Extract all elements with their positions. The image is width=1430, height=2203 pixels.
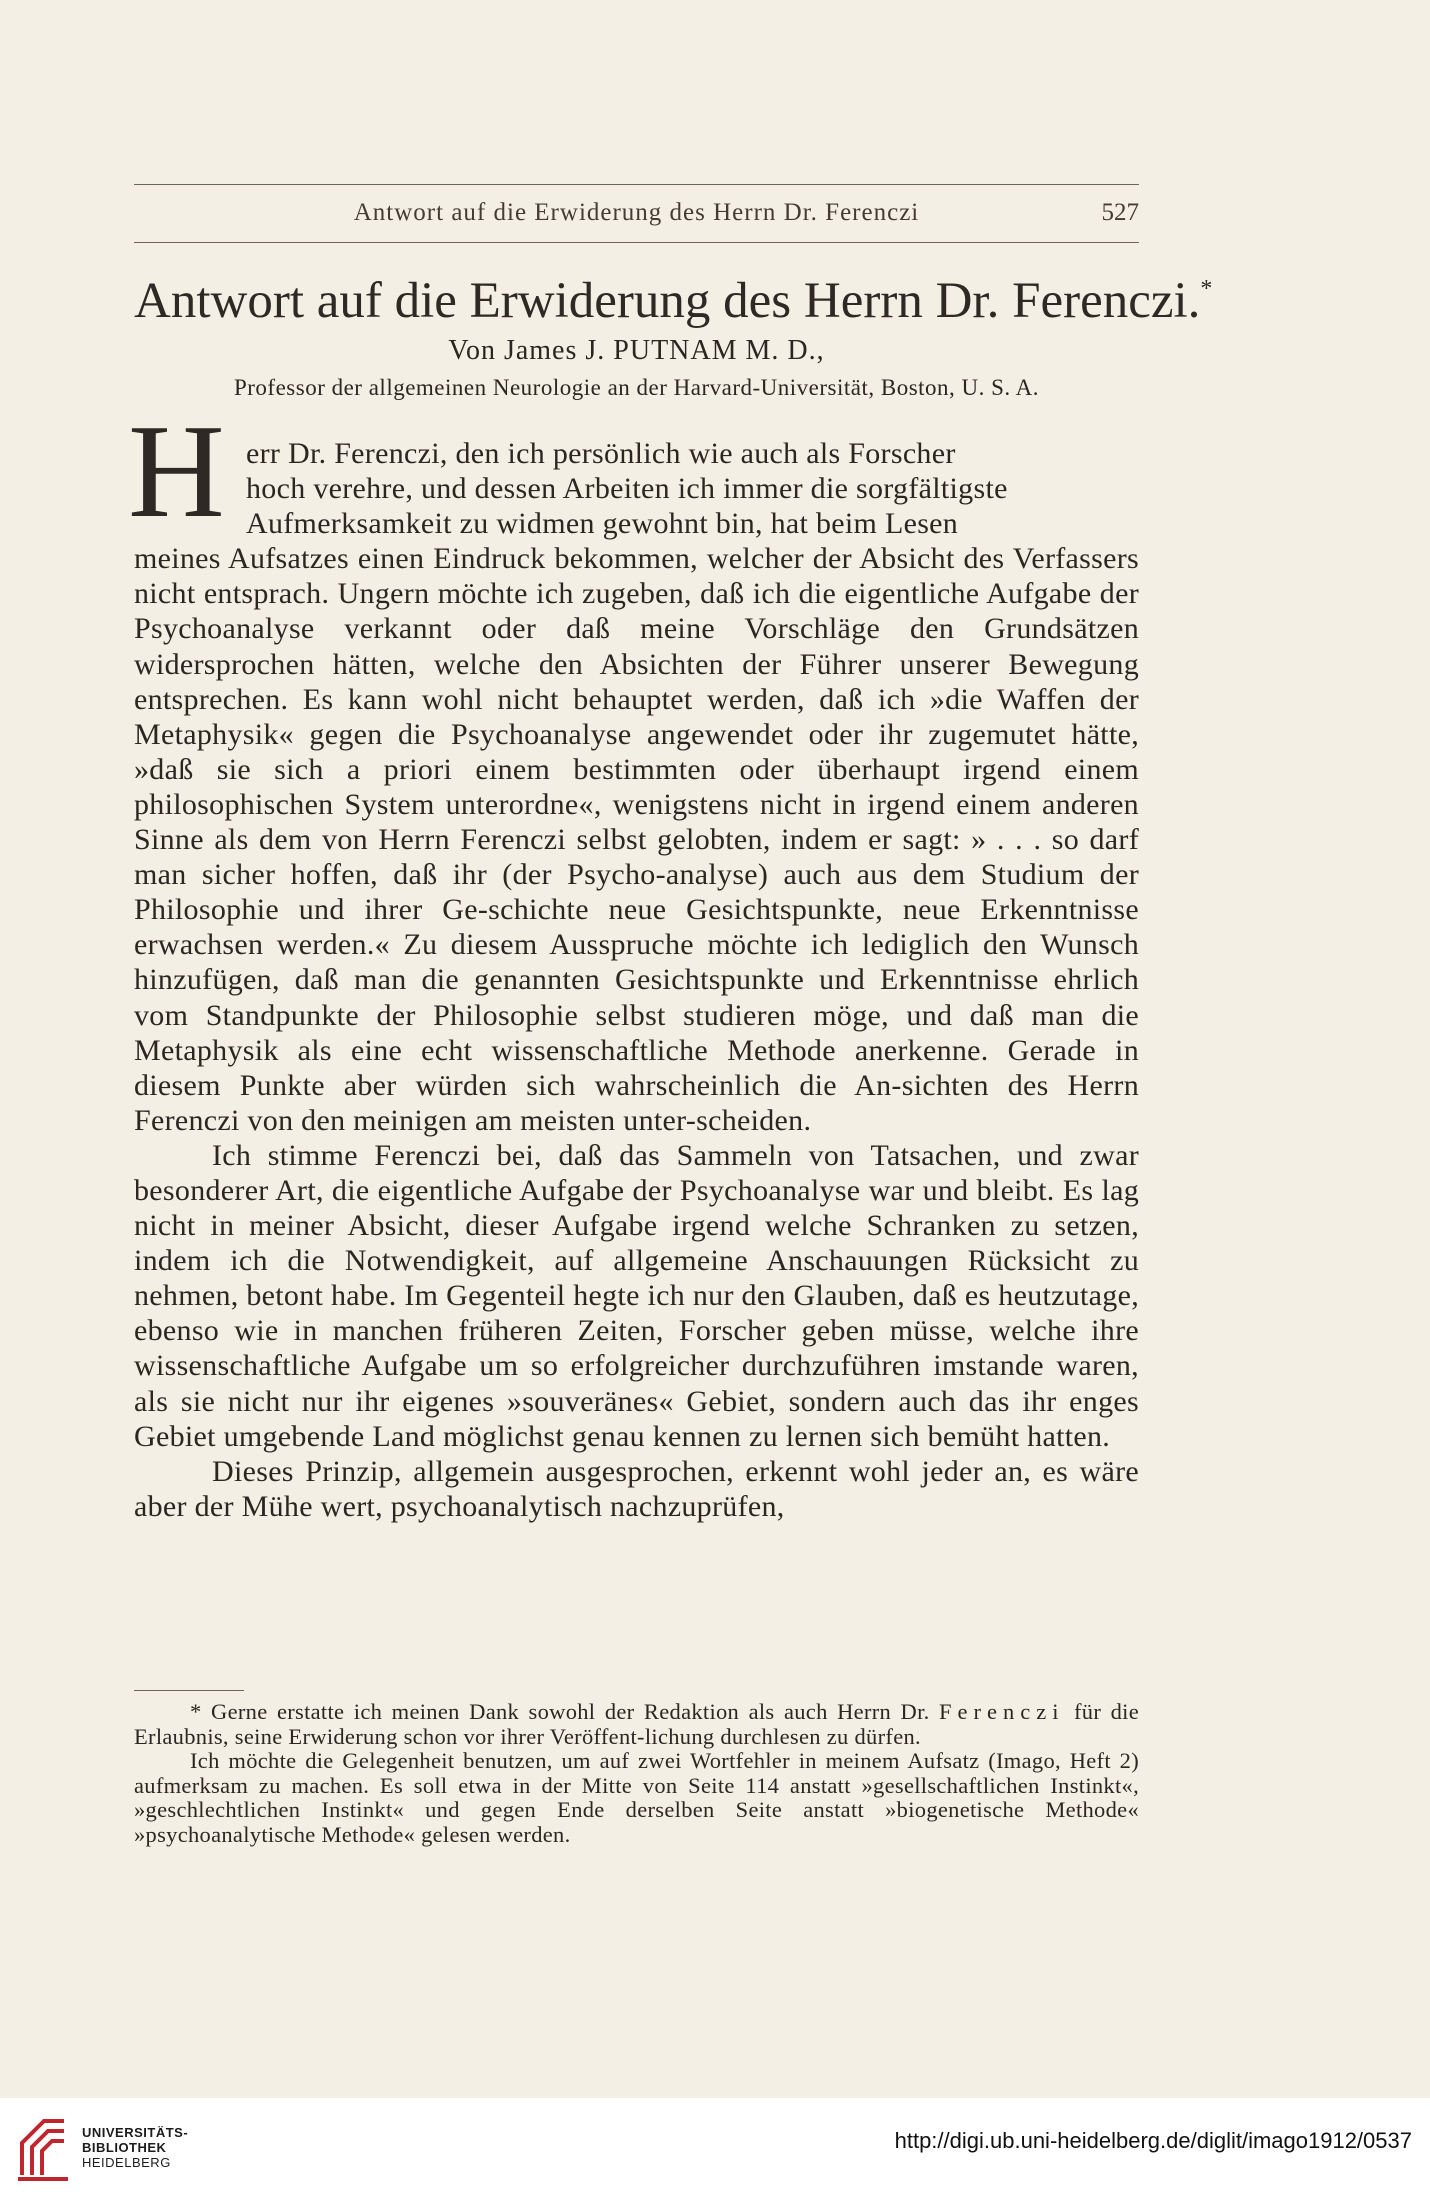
- lead-line-2: hoch verehre, und dessen Arbeiten ich immer die sorgfältigste: [246, 472, 1008, 506]
- header-rule-top: [134, 184, 1139, 185]
- library-line-3: HEIDELBERG: [82, 2155, 171, 2170]
- affiliation: Professor der allgemeinen Neurologie an der Harvard-Universität, Boston, U. S. A.: [233, 375, 1040, 400]
- header-rule-bottom: [134, 242, 1139, 243]
- footnote-1: [134, 1700, 1139, 1749]
- drop-cap: H: [128, 397, 225, 545]
- running-head-title: Antwort auf die Erwiderung des Herrn Dr. Ferenczi: [353, 199, 920, 226]
- footnote-1-start: * Gerne erstatte ich meinen Dank sowohl der Redaktion als auch Herrn Dr.: [190, 1699, 930, 1724]
- body-text: [134, 436, 1139, 1524]
- footnote-2: Ich möchte die Gelegenheit benutzen, um auf zwei Wortfehler in meinem Aufsatz (Imago, Heft 2) aufmerksam zu machen. Es soll etwa in der Mitte von Seite 114 anstatt »gesellschaftlichen Instinkt«, »geschlechtlichen Instinkt« und gegen Ende derselben Seite anstatt »biogenetische Methode« »psychoanalytische Methode« gelesen werden.: [134, 1748, 1139, 1847]
- paragraph-1: [134, 436, 1139, 1138]
- article-title: [134, 272, 1213, 330]
- page-number: 527: [1101, 199, 1139, 226]
- title-footnote-mark: *: [1200, 276, 1213, 302]
- footnotes: [134, 1700, 1139, 1847]
- footnote-name: Ferenczi: [939, 1699, 1065, 1724]
- lead-line-3: Aufmerksamkeit zu widmen gewohnt bin, hat beim Lesen: [246, 507, 959, 541]
- library-line-1: UNIVERSITÄTS-: [82, 2125, 189, 2140]
- library-name[interactable]: [82, 2125, 188, 2170]
- footnote-1-end: für die Erlaubnis, seine Erwiderung schon vor ihrer Veröffent-lichung durchlesen zu dürfen.: [134, 1699, 1139, 1749]
- lead-line-1: err Dr. Ferenczi, den ich persönlich wie auch als Forscher: [246, 437, 956, 470]
- library-line-2: BIBLIOTHEK: [82, 2140, 167, 2155]
- paragraph-2: Ich stimme Ferenczi bei, daß das Sammeln von Tatsachen, und zwar besonderer Art, die eigentliche Aufgabe der Psychoanalyse war und bleibt. Es lag nicht in meiner Absicht, dieser Aufgabe irgend welche Schranken zu setzen, indem ich die Notwendigkeit, auf allgemeine Anschauungen Rücksicht zu nehmen, betont habe. Im Gegenteil hegte ich nur den Glauben, daß es heutzutage, ebenso wie in manchen früheren Zeiten, Forscher geben müsse, welche ihre wissenschaftliche Aufgabe um so erfolgreicher durchzuführen imstande waren, als sie nicht nur ihr eigenes »souveränes« Gebiet, sondern auch das ihr enges Gebiet umgebende Land möglichst genau kennen zu lernen sich bemüht hatten.: [134, 1138, 1140, 1453]
- footnote-rule: [134, 1690, 244, 1691]
- byline: Von James J. PUTNAM M. D.,: [448, 335, 825, 366]
- source-url-link[interactable]: http://digi.ub.uni-heidelberg.de/diglit/imago1912/0537: [894, 2128, 1412, 2153]
- paragraph-3: Dieses Prinzip, allgemein ausgesprochen, erkennt wohl jeder an, es wäre aber der Mühe wert, psychoanalytisch nachzuprüfen,: [134, 1454, 1139, 1523]
- library-logo-icon[interactable]: [14, 2113, 72, 2183]
- article-title-text: Antwort auf die Erwiderung des Herrn Dr. Ferenczi.: [134, 273, 1201, 329]
- paragraph-1-rest: meines Aufsatzes einen Eindruck bekommen, welcher der Absicht des Verfassers nicht entsprach. Ungern möchte ich zugeben, daß ich die eigentliche Aufgabe der Psychoanalyse verkannt oder daß meine Vorschläge den Grundsätzen widersprochen hätten, welche den Absichten der Führer unserer Bewegung entsprechen. Es kann wohl nicht behauptet werden, daß ich »die Waffen der Metaphysik« gegen die Psychoanalyse angewendet oder ihr zugemutet hätte, »daß sie sich a priori einem bestimmten oder überhaupt irgend einem philosophischen System unterordne«, wenigstens nicht in irgend einem anderen Sinne als dem von Herrn Ferenczi selbst gelobten, indem er sagt: » . . . so darf man sicher hoffen, daß ihr (der Psycho-analyse) auch aus dem Studium der Philosophie und ihrer Ge-schichte neue Gesichtspunkte, neue Erkenntnisse erwachsen werden.« Zu diesem Ausspruche möchte ich lediglich den Wunsch hinzufügen, daß man die genannten Gesichtspunkte und Erkenntnisse ehrlich vom Standpunkte der Philosophie selbst studieren möge, und daß man die Metaphysik als eine echt wissenschaftliche Methode anerkenne. Gerade in diesem Punkte aber würden sich wahrscheinlich die An-sichten des Herrn Ferenczi von den meinigen am meisten unter-scheiden.: [134, 542, 1139, 1137]
